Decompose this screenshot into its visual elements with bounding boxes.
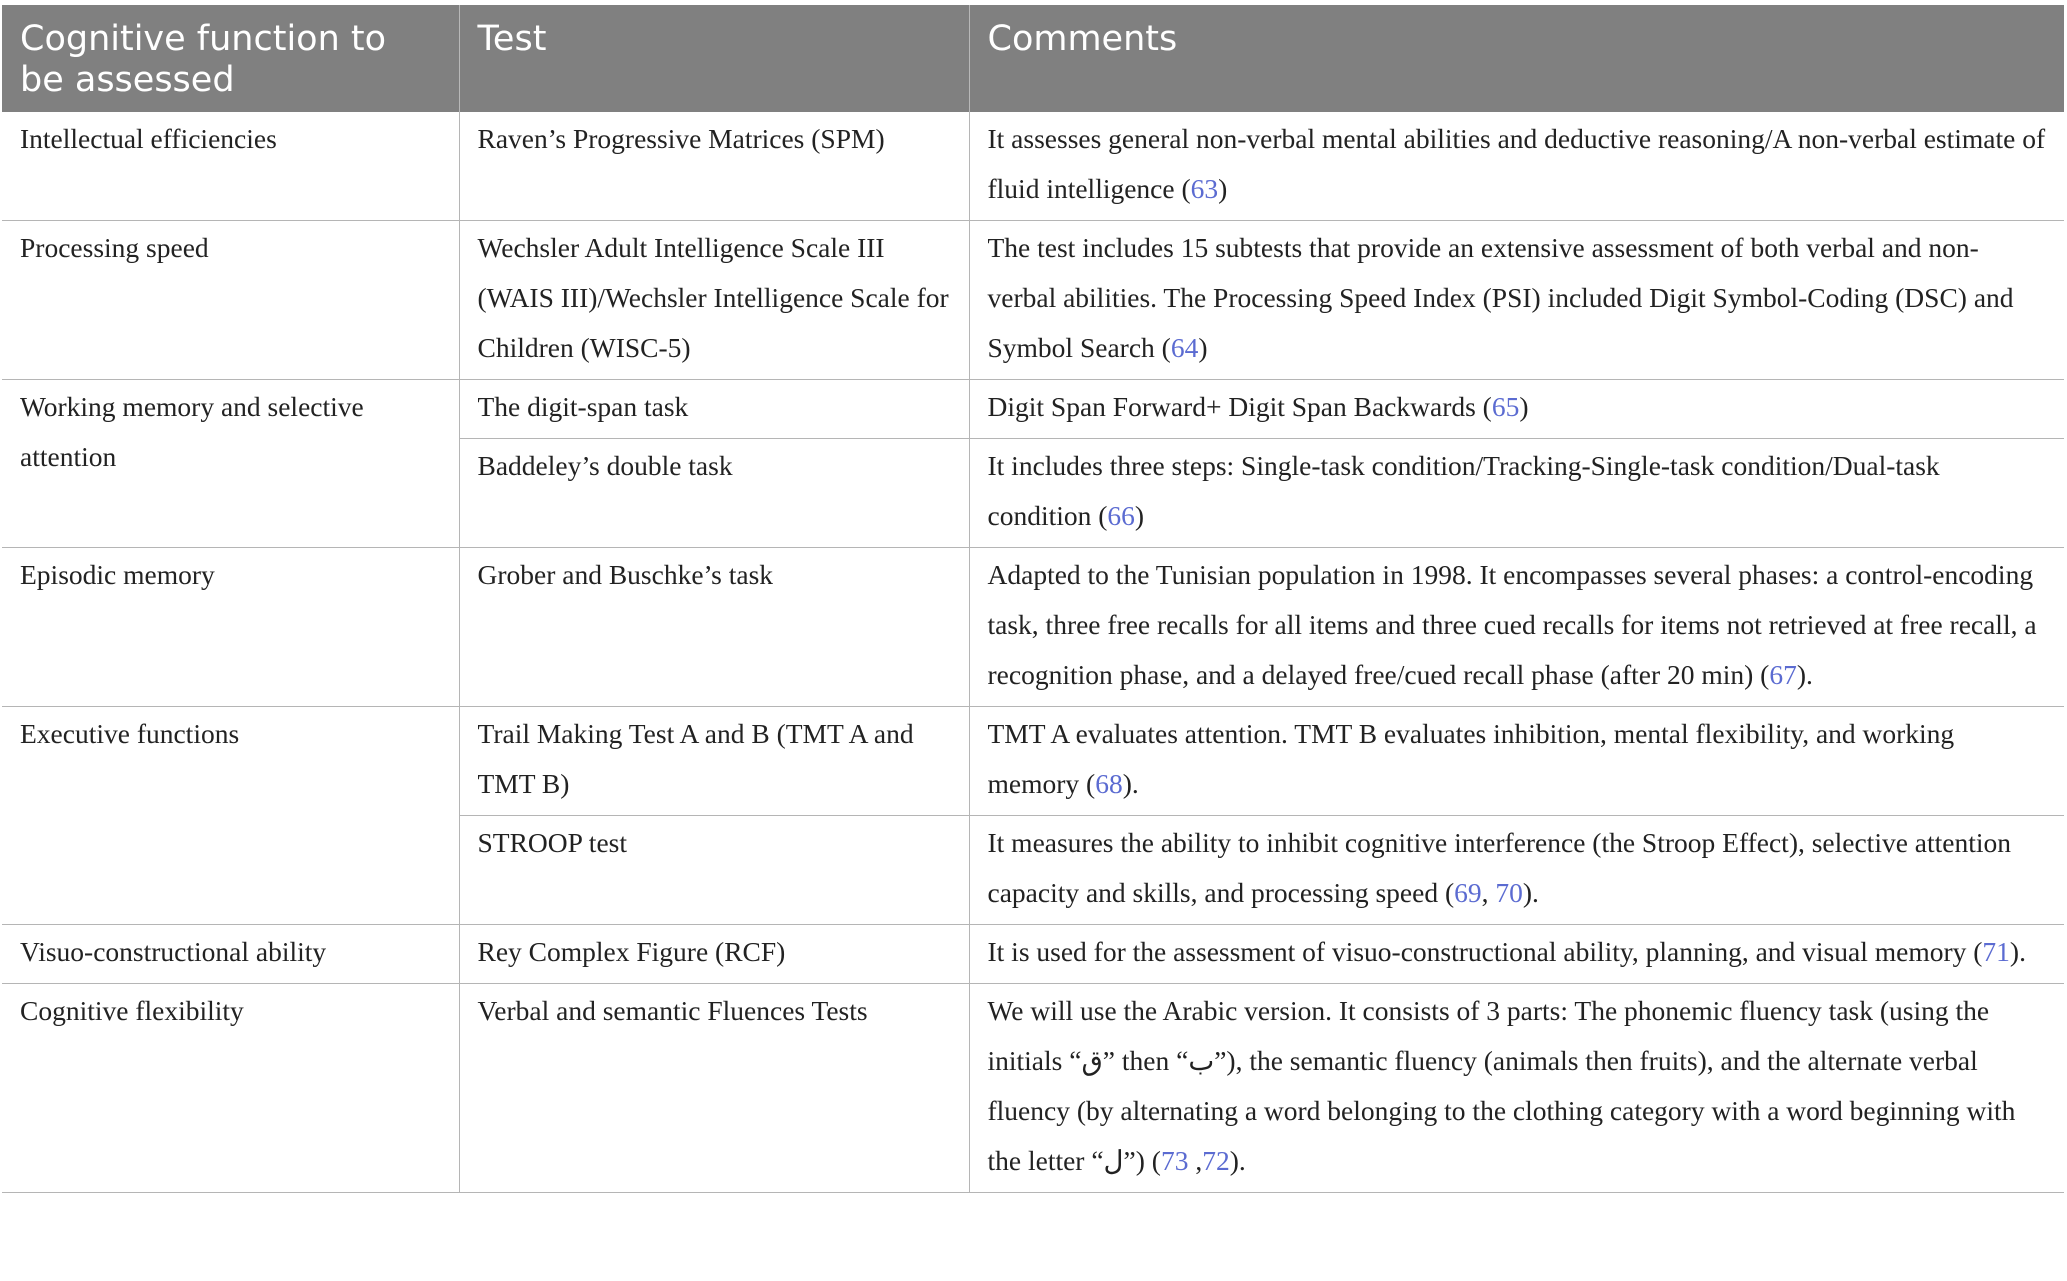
comment-text-end: ).	[1229, 1145, 1246, 1176]
comment-cell	[969, 380, 2064, 439]
test-cell: Trail Making Test A and B (TMT A and TMT B)	[459, 707, 969, 816]
test-cell: Baddeley’s double task	[459, 439, 969, 548]
reference-link[interactable]: 71	[1982, 936, 2010, 967]
header-cognitive-function: Cognitive function to be assessed	[2, 5, 459, 112]
table-row	[2, 548, 2064, 707]
comment-cell	[969, 548, 2064, 707]
comment-cell	[969, 221, 2064, 380]
header-test: Test	[459, 5, 969, 112]
cognitive-tests-table	[2, 5, 2064, 1193]
reference-link[interactable]: 69	[1454, 877, 1482, 908]
reference-link[interactable]: 72	[1202, 1145, 1230, 1176]
comment-text: Digit Span Forward+ Digit Span Backwards (	[987, 391, 1492, 422]
table-body	[2, 112, 2064, 1193]
comment-cell	[969, 707, 2064, 816]
function-cell: Visuo-constructional ability	[2, 925, 459, 984]
ref-separator: ,	[1188, 1145, 1203, 1176]
table-row	[2, 707, 2064, 816]
comment-text: It is used for the assessment of visuo-constructional ability, planning, and visual memory (	[987, 936, 1983, 967]
reference-link[interactable]: 65	[1491, 391, 1520, 422]
test-cell: Wechsler Adult Intelligence Scale III (WAIS III)/Wechsler Intelligence Scale for Children (WISC-5)	[459, 221, 969, 380]
comment-text: It measures the ability to inhibit cognitive interference (the Stroop Effect), selective attention capacity and skills, and processing speed (	[987, 827, 2012, 908]
table-header	[2, 5, 2064, 112]
table-row	[2, 925, 2064, 984]
comment-cell	[969, 925, 2064, 984]
comment-text-end: ).	[1122, 768, 1139, 799]
test-cell: The digit-span task	[459, 380, 969, 439]
test-cell: Grober and Buschke’s task	[459, 548, 969, 707]
comment-text: TMT A evaluates attention. TMT B evaluates inhibition, mental flexibility, and working memory (	[987, 718, 1955, 799]
comment-text: It assesses general non-verbal mental abilities and deductive reasoning/A non-verbal estimate of fluid intelligence (	[987, 123, 2046, 204]
comment-text-end: )	[1198, 332, 1208, 363]
comment-text-end: ).	[1522, 877, 1539, 908]
table-row	[2, 221, 2064, 380]
comment-text-end: )	[1134, 500, 1145, 531]
comment-text-end: )	[1218, 173, 1228, 204]
reference-link[interactable]: 63	[1190, 173, 1219, 204]
comment-text: The test includes 15 subtests that provide an extensive assessment of both verbal and non-verbal abilities. The Processing Speed Index (PSI) included Digit Symbol-Coding (DSC) and Symbol Search (	[987, 232, 2014, 363]
reference-link[interactable]: 66	[1107, 500, 1135, 531]
comment-text-end: ).	[1796, 659, 1813, 690]
function-cell: Episodic memory	[2, 548, 459, 707]
test-cell: Verbal and semantic Fluences Tests	[459, 984, 969, 1193]
table-row	[2, 380, 2064, 439]
comment-cell	[969, 439, 2064, 548]
test-cell: Rey Complex Figure (RCF)	[459, 925, 969, 984]
table-row	[2, 112, 2064, 221]
function-cell: Working memory and selective attention	[2, 380, 459, 548]
function-cell: Intellectual efficiencies	[2, 112, 459, 221]
comment-text: Adapted to the Tunisian population in 1998. It encompasses several phases: a control-encoding task, three free recalls for all items and three cued recalls for items not retrieved at free recall, a recognition phase, and a delayed free/cued recall phase (after 20 min) (	[987, 559, 2037, 690]
test-cell: STROOP test	[459, 816, 969, 925]
function-cell: Cognitive flexibility	[2, 984, 459, 1193]
reference-link[interactable]: 70	[1495, 877, 1523, 908]
ref-separator: ,	[1481, 877, 1496, 908]
function-cell: Processing speed	[2, 221, 459, 380]
comment-text-end: )	[1519, 391, 1529, 422]
reference-link[interactable]: 68	[1095, 768, 1123, 799]
comment-text: It includes three steps: Single-task condition/Tracking-Single-task condition/Dual-task condition (	[987, 450, 1940, 531]
comment-text-end: ).	[2009, 936, 2026, 967]
header-comments: Comments	[969, 5, 2064, 112]
reference-link[interactable]: 67	[1769, 659, 1797, 690]
reference-link[interactable]: 64	[1170, 332, 1199, 363]
comment-cell	[969, 112, 2064, 221]
comment-text: We will use the Arabic version. It consists of 3 parts: The phonemic fluency task (using the initials “ق” then “ب”), the semantic fluency (animals then fruits), and the alternate verbal fluency (by alternating a word belonging to the clothing category with a word beginning with the letter “ل”) (	[987, 995, 2016, 1176]
comment-cell	[969, 816, 2064, 925]
comment-cell	[969, 984, 2064, 1193]
table-row	[2, 984, 2064, 1193]
function-cell: Executive functions	[2, 707, 459, 925]
header-row	[2, 5, 2064, 112]
test-cell: Raven’s Progressive Matrices (SPM)	[459, 112, 969, 221]
reference-link[interactable]: 73	[1160, 1145, 1189, 1176]
